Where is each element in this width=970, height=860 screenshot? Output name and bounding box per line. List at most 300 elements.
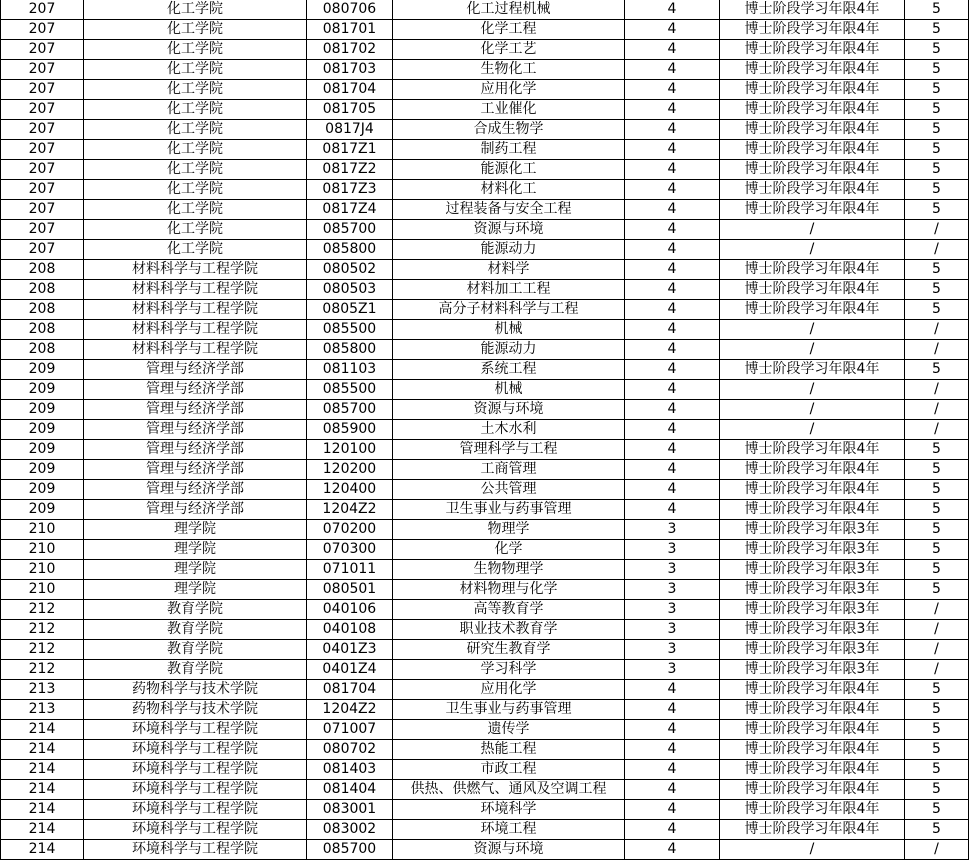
- school-code-cell: 214: [1, 840, 84, 860]
- school-name-cell: 材料科学与工程学院: [84, 320, 307, 340]
- years-cell: 4: [625, 280, 720, 300]
- table-row: [1, 700, 969, 720]
- max-years-cell: 5: [905, 120, 969, 140]
- years-cell: 4: [625, 700, 720, 720]
- major-name-cell: 应用化学: [393, 680, 625, 700]
- max-years-cell: /: [905, 640, 969, 660]
- major-code-cell: 120200: [307, 460, 393, 480]
- table-row: [1, 120, 969, 140]
- school-code-cell: 214: [1, 780, 84, 800]
- years-cell: 4: [625, 340, 720, 360]
- school-code-cell: 214: [1, 820, 84, 840]
- years-cell: 4: [625, 400, 720, 420]
- school-code-cell: 210: [1, 520, 84, 540]
- years-cell: 4: [625, 120, 720, 140]
- school-code-cell: 212: [1, 620, 84, 640]
- school-code-cell: 209: [1, 360, 84, 380]
- table-row: [1, 720, 969, 740]
- major-code-cell: 0817Z2: [307, 160, 393, 180]
- major-name-cell: 热能工程: [393, 740, 625, 760]
- major-code-cell: 081705: [307, 100, 393, 120]
- major-code-cell: 081103: [307, 360, 393, 380]
- table-row: [1, 40, 969, 60]
- years-cell: 4: [625, 420, 720, 440]
- major-name-cell: 公共管理: [393, 480, 625, 500]
- school-code-cell: 208: [1, 320, 84, 340]
- max-years-cell: /: [905, 840, 969, 860]
- major-name-cell: 机械: [393, 320, 625, 340]
- school-name-cell: 材料科学与工程学院: [84, 280, 307, 300]
- major-code-cell: 071007: [307, 720, 393, 740]
- phd-duration-cell: 博士阶段学习年限4年: [720, 440, 905, 460]
- school-code-cell: 207: [1, 180, 84, 200]
- major-name-cell: 制药工程: [393, 140, 625, 160]
- years-cell: 4: [625, 740, 720, 760]
- table-row: [1, 240, 969, 260]
- max-years-cell: 5: [905, 100, 969, 120]
- major-name-cell: 能源动力: [393, 340, 625, 360]
- major-code-cell: 0817J4: [307, 120, 393, 140]
- table-row: [1, 560, 969, 580]
- major-code-cell: 040108: [307, 620, 393, 640]
- major-name-cell: 卫生事业与药事管理: [393, 500, 625, 520]
- years-cell: 4: [625, 200, 720, 220]
- school-code-cell: 214: [1, 800, 84, 820]
- max-years-cell: 5: [905, 700, 969, 720]
- max-years-cell: /: [905, 220, 969, 240]
- program-table-body: [1, 0, 969, 860]
- phd-duration-cell: 博士阶段学习年限4年: [720, 120, 905, 140]
- phd-duration-cell: 博士阶段学习年限4年: [720, 700, 905, 720]
- years-cell: 4: [625, 100, 720, 120]
- school-code-cell: 207: [1, 100, 84, 120]
- years-cell: 4: [625, 500, 720, 520]
- school-name-cell: 药物科学与技术学院: [84, 680, 307, 700]
- school-name-cell: 化工学院: [84, 220, 307, 240]
- major-name-cell: 物理学: [393, 520, 625, 540]
- major-name-cell: 高分子材料科学与工程: [393, 300, 625, 320]
- phd-duration-cell: 博士阶段学习年限4年: [720, 500, 905, 520]
- max-years-cell: 5: [905, 160, 969, 180]
- major-code-cell: 080702: [307, 740, 393, 760]
- major-code-cell: 0401Z4: [307, 660, 393, 680]
- phd-duration-cell: /: [720, 320, 905, 340]
- major-name-cell: 土木水利: [393, 420, 625, 440]
- major-code-cell: 070200: [307, 520, 393, 540]
- major-name-cell: 材料物理与化学: [393, 580, 625, 600]
- years-cell: 4: [625, 800, 720, 820]
- years-cell: 4: [625, 60, 720, 80]
- table-row: [1, 680, 969, 700]
- years-cell: 4: [625, 220, 720, 240]
- major-code-cell: 120100: [307, 440, 393, 460]
- years-cell: 4: [625, 260, 720, 280]
- major-code-cell: 0805Z1: [307, 300, 393, 320]
- major-name-cell: 环境工程: [393, 820, 625, 840]
- major-name-cell: 市政工程: [393, 760, 625, 780]
- phd-duration-cell: 博士阶段学习年限4年: [720, 820, 905, 840]
- major-name-cell: 职业技术教育学: [393, 620, 625, 640]
- major-code-cell: 081403: [307, 760, 393, 780]
- major-code-cell: 083002: [307, 820, 393, 840]
- years-cell: 4: [625, 820, 720, 840]
- table-row: [1, 320, 969, 340]
- school-code-cell: 207: [1, 40, 84, 60]
- table-row: [1, 60, 969, 80]
- table-row: [1, 180, 969, 200]
- school-name-cell: 环境科学与工程学院: [84, 840, 307, 860]
- table-row: [1, 780, 969, 800]
- major-code-cell: 085500: [307, 380, 393, 400]
- school-name-cell: 理学院: [84, 520, 307, 540]
- phd-duration-cell: 博士阶段学习年限3年: [720, 520, 905, 540]
- school-code-cell: 209: [1, 480, 84, 500]
- major-code-cell: 0817Z3: [307, 180, 393, 200]
- major-name-cell: 机械: [393, 380, 625, 400]
- school-name-cell: 材料科学与工程学院: [84, 300, 307, 320]
- major-code-cell: 081404: [307, 780, 393, 800]
- school-code-cell: 214: [1, 760, 84, 780]
- major-code-cell: 120400: [307, 480, 393, 500]
- major-code-cell: 040106: [307, 600, 393, 620]
- school-code-cell: 207: [1, 20, 84, 40]
- max-years-cell: 5: [905, 500, 969, 520]
- years-cell: 4: [625, 460, 720, 480]
- school-name-cell: 化工学院: [84, 120, 307, 140]
- school-code-cell: 209: [1, 500, 84, 520]
- table-row: [1, 100, 969, 120]
- years-cell: 4: [625, 680, 720, 700]
- max-years-cell: 5: [905, 480, 969, 500]
- school-name-cell: 管理与经济学部: [84, 380, 307, 400]
- phd-duration-cell: 博士阶段学习年限4年: [720, 0, 905, 20]
- phd-duration-cell: 博士阶段学习年限4年: [720, 140, 905, 160]
- table-row: [1, 160, 969, 180]
- phd-duration-cell: 博士阶段学习年限4年: [720, 280, 905, 300]
- school-code-cell: 207: [1, 0, 84, 20]
- school-code-cell: 208: [1, 260, 84, 280]
- max-years-cell: 5: [905, 800, 969, 820]
- school-code-cell: 212: [1, 660, 84, 680]
- school-name-cell: 化工学院: [84, 40, 307, 60]
- major-name-cell: 合成生物学: [393, 120, 625, 140]
- max-years-cell: 5: [905, 200, 969, 220]
- table-row: [1, 580, 969, 600]
- major-name-cell: 化学工程: [393, 20, 625, 40]
- school-code-cell: 212: [1, 600, 84, 620]
- major-name-cell: 工商管理: [393, 460, 625, 480]
- table-row: [1, 380, 969, 400]
- phd-duration-cell: 博士阶段学习年限4年: [720, 200, 905, 220]
- max-years-cell: 5: [905, 560, 969, 580]
- max-years-cell: 5: [905, 680, 969, 700]
- table-row: [1, 820, 969, 840]
- major-name-cell: 工业催化: [393, 100, 625, 120]
- table-row: [1, 420, 969, 440]
- years-cell: 4: [625, 320, 720, 340]
- major-code-cell: 071011: [307, 560, 393, 580]
- major-name-cell: 资源与环境: [393, 400, 625, 420]
- school-code-cell: 210: [1, 540, 84, 560]
- major-name-cell: 遗传学: [393, 720, 625, 740]
- major-code-cell: 085700: [307, 840, 393, 860]
- school-code-cell: 209: [1, 460, 84, 480]
- major-code-cell: 080501: [307, 580, 393, 600]
- school-code-cell: 208: [1, 340, 84, 360]
- school-name-cell: 化工学院: [84, 140, 307, 160]
- school-name-cell: 环境科学与工程学院: [84, 760, 307, 780]
- phd-duration-cell: 博士阶段学习年限4年: [720, 160, 905, 180]
- school-name-cell: 化工学院: [84, 180, 307, 200]
- school-code-cell: 208: [1, 300, 84, 320]
- phd-duration-cell: 博士阶段学习年限4年: [720, 80, 905, 100]
- phd-duration-cell: 博士阶段学习年限4年: [720, 760, 905, 780]
- school-code-cell: 207: [1, 220, 84, 240]
- years-cell: 4: [625, 20, 720, 40]
- max-years-cell: 5: [905, 820, 969, 840]
- table-row: [1, 800, 969, 820]
- years-cell: 3: [625, 540, 720, 560]
- major-name-cell: 化学工艺: [393, 40, 625, 60]
- table-row: [1, 540, 969, 560]
- years-cell: 4: [625, 380, 720, 400]
- school-code-cell: 213: [1, 700, 84, 720]
- table-row: [1, 200, 969, 220]
- table-row: [1, 260, 969, 280]
- years-cell: 4: [625, 140, 720, 160]
- max-years-cell: /: [905, 340, 969, 360]
- school-name-cell: 教育学院: [84, 620, 307, 640]
- max-years-cell: 5: [905, 780, 969, 800]
- major-name-cell: 能源化工: [393, 160, 625, 180]
- years-cell: 3: [625, 600, 720, 620]
- phd-duration-cell: 博士阶段学习年限3年: [720, 580, 905, 600]
- phd-duration-cell: 博士阶段学习年限4年: [720, 40, 905, 60]
- school-name-cell: 管理与经济学部: [84, 400, 307, 420]
- max-years-cell: /: [905, 660, 969, 680]
- years-cell: 3: [625, 640, 720, 660]
- max-years-cell: 5: [905, 440, 969, 460]
- school-name-cell: 化工学院: [84, 20, 307, 40]
- school-name-cell: 环境科学与工程学院: [84, 800, 307, 820]
- phd-duration-cell: /: [720, 240, 905, 260]
- major-code-cell: 085800: [307, 240, 393, 260]
- school-code-cell: 209: [1, 380, 84, 400]
- school-name-cell: 化工学院: [84, 80, 307, 100]
- years-cell: 4: [625, 780, 720, 800]
- table-row: [1, 500, 969, 520]
- phd-duration-cell: 博士阶段学习年限4年: [720, 740, 905, 760]
- years-cell: 3: [625, 560, 720, 580]
- years-cell: 4: [625, 300, 720, 320]
- max-years-cell: /: [905, 420, 969, 440]
- years-cell: 4: [625, 180, 720, 200]
- phd-duration-cell: /: [720, 380, 905, 400]
- major-code-cell: 085800: [307, 340, 393, 360]
- school-name-cell: 管理与经济学部: [84, 480, 307, 500]
- table-row: [1, 480, 969, 500]
- phd-duration-cell: 博士阶段学习年限3年: [720, 600, 905, 620]
- years-cell: 3: [625, 580, 720, 600]
- years-cell: 4: [625, 160, 720, 180]
- school-code-cell: 212: [1, 640, 84, 660]
- table-row: [1, 600, 969, 620]
- school-name-cell: 管理与经济学部: [84, 420, 307, 440]
- phd-duration-cell: 博士阶段学习年限3年: [720, 620, 905, 640]
- table-row: [1, 520, 969, 540]
- school-name-cell: 化工学院: [84, 200, 307, 220]
- table-row: [1, 440, 969, 460]
- major-code-cell: 085900: [307, 420, 393, 440]
- school-code-cell: 214: [1, 720, 84, 740]
- major-name-cell: 材料化工: [393, 180, 625, 200]
- major-code-cell: 085700: [307, 400, 393, 420]
- school-name-cell: 环境科学与工程学院: [84, 820, 307, 840]
- school-code-cell: 209: [1, 420, 84, 440]
- school-name-cell: 化工学院: [84, 0, 307, 20]
- table-row: [1, 400, 969, 420]
- max-years-cell: /: [905, 240, 969, 260]
- school-name-cell: 化工学院: [84, 100, 307, 120]
- major-code-cell: 1204Z2: [307, 700, 393, 720]
- max-years-cell: 5: [905, 140, 969, 160]
- phd-duration-cell: 博士阶段学习年限4年: [720, 300, 905, 320]
- school-name-cell: 管理与经济学部: [84, 460, 307, 480]
- school-name-cell: 理学院: [84, 560, 307, 580]
- table-row: [1, 460, 969, 480]
- major-code-cell: 081701: [307, 20, 393, 40]
- major-name-cell: 生物化工: [393, 60, 625, 80]
- school-name-cell: 药物科学与技术学院: [84, 700, 307, 720]
- major-name-cell: 材料加工工程: [393, 280, 625, 300]
- phd-duration-cell: 博士阶段学习年限4年: [720, 480, 905, 500]
- max-years-cell: 5: [905, 540, 969, 560]
- years-cell: 4: [625, 0, 720, 20]
- max-years-cell: 5: [905, 260, 969, 280]
- school-name-cell: 教育学院: [84, 640, 307, 660]
- max-years-cell: /: [905, 380, 969, 400]
- table-row: [1, 620, 969, 640]
- major-code-cell: 080502: [307, 260, 393, 280]
- years-cell: 4: [625, 840, 720, 860]
- max-years-cell: 5: [905, 760, 969, 780]
- major-name-cell: 应用化学: [393, 80, 625, 100]
- school-name-cell: 理学院: [84, 540, 307, 560]
- school-name-cell: 管理与经济学部: [84, 500, 307, 520]
- major-code-cell: 081703: [307, 60, 393, 80]
- phd-duration-cell: 博士阶段学习年限3年: [720, 660, 905, 680]
- phd-duration-cell: 博士阶段学习年限4年: [720, 780, 905, 800]
- phd-duration-cell: /: [720, 340, 905, 360]
- school-name-cell: 化工学院: [84, 160, 307, 180]
- major-code-cell: 085500: [307, 320, 393, 340]
- phd-duration-cell: /: [720, 840, 905, 860]
- table-row: [1, 760, 969, 780]
- table-row: [1, 340, 969, 360]
- table-row: [1, 140, 969, 160]
- table-row: [1, 640, 969, 660]
- major-name-cell: 学习科学: [393, 660, 625, 680]
- phd-duration-cell: 博士阶段学习年限4年: [720, 60, 905, 80]
- table-row: [1, 660, 969, 680]
- school-code-cell: 207: [1, 80, 84, 100]
- phd-duration-cell: 博士阶段学习年限4年: [720, 20, 905, 40]
- school-name-cell: 环境科学与工程学院: [84, 720, 307, 740]
- phd-duration-cell: 博士阶段学习年限4年: [720, 180, 905, 200]
- major-code-cell: 083001: [307, 800, 393, 820]
- years-cell: 4: [625, 760, 720, 780]
- major-code-cell: 080706: [307, 0, 393, 20]
- phd-duration-cell: 博士阶段学习年限3年: [720, 560, 905, 580]
- major-name-cell: 环境科学: [393, 800, 625, 820]
- major-name-cell: 资源与环境: [393, 840, 625, 860]
- phd-duration-cell: 博士阶段学习年限4年: [720, 260, 905, 280]
- school-code-cell: 207: [1, 240, 84, 260]
- max-years-cell: /: [905, 600, 969, 620]
- major-code-cell: 070300: [307, 540, 393, 560]
- school-name-cell: 化工学院: [84, 60, 307, 80]
- max-years-cell: 5: [905, 740, 969, 760]
- major-code-cell: 080503: [307, 280, 393, 300]
- major-name-cell: 管理科学与工程: [393, 440, 625, 460]
- phd-duration-cell: /: [720, 400, 905, 420]
- major-name-cell: 过程装备与安全工程: [393, 200, 625, 220]
- school-code-cell: 214: [1, 740, 84, 760]
- school-code-cell: 210: [1, 580, 84, 600]
- school-name-cell: 管理与经济学部: [84, 360, 307, 380]
- years-cell: 4: [625, 360, 720, 380]
- table-row: [1, 360, 969, 380]
- max-years-cell: /: [905, 620, 969, 640]
- major-name-cell: 卫生事业与药事管理: [393, 700, 625, 720]
- school-name-cell: 材料科学与工程学院: [84, 340, 307, 360]
- major-code-cell: 0817Z1: [307, 140, 393, 160]
- phd-duration-cell: /: [720, 420, 905, 440]
- school-code-cell: 207: [1, 140, 84, 160]
- school-name-cell: 教育学院: [84, 600, 307, 620]
- table-row: [1, 220, 969, 240]
- school-name-cell: 材料科学与工程学院: [84, 260, 307, 280]
- max-years-cell: 5: [905, 40, 969, 60]
- major-name-cell: 高等教育学: [393, 600, 625, 620]
- school-name-cell: 环境科学与工程学院: [84, 780, 307, 800]
- major-code-cell: 081704: [307, 680, 393, 700]
- school-code-cell: 207: [1, 60, 84, 80]
- table-row: [1, 80, 969, 100]
- years-cell: 4: [625, 720, 720, 740]
- years-cell: 4: [625, 440, 720, 460]
- school-code-cell: 209: [1, 400, 84, 420]
- major-code-cell: 081704: [307, 80, 393, 100]
- years-cell: 4: [625, 80, 720, 100]
- max-years-cell: 5: [905, 60, 969, 80]
- years-cell: 4: [625, 240, 720, 260]
- major-name-cell: 研究生教育学: [393, 640, 625, 660]
- school-code-cell: 207: [1, 200, 84, 220]
- years-cell: 4: [625, 40, 720, 60]
- max-years-cell: 5: [905, 180, 969, 200]
- max-years-cell: 5: [905, 280, 969, 300]
- phd-duration-cell: 博士阶段学习年限4年: [720, 800, 905, 820]
- school-code-cell: 209: [1, 440, 84, 460]
- school-code-cell: 208: [1, 280, 84, 300]
- max-years-cell: 5: [905, 20, 969, 40]
- max-years-cell: 5: [905, 520, 969, 540]
- major-code-cell: 1204Z2: [307, 500, 393, 520]
- major-code-cell: 085700: [307, 220, 393, 240]
- school-code-cell: 210: [1, 560, 84, 580]
- phd-duration-cell: /: [720, 220, 905, 240]
